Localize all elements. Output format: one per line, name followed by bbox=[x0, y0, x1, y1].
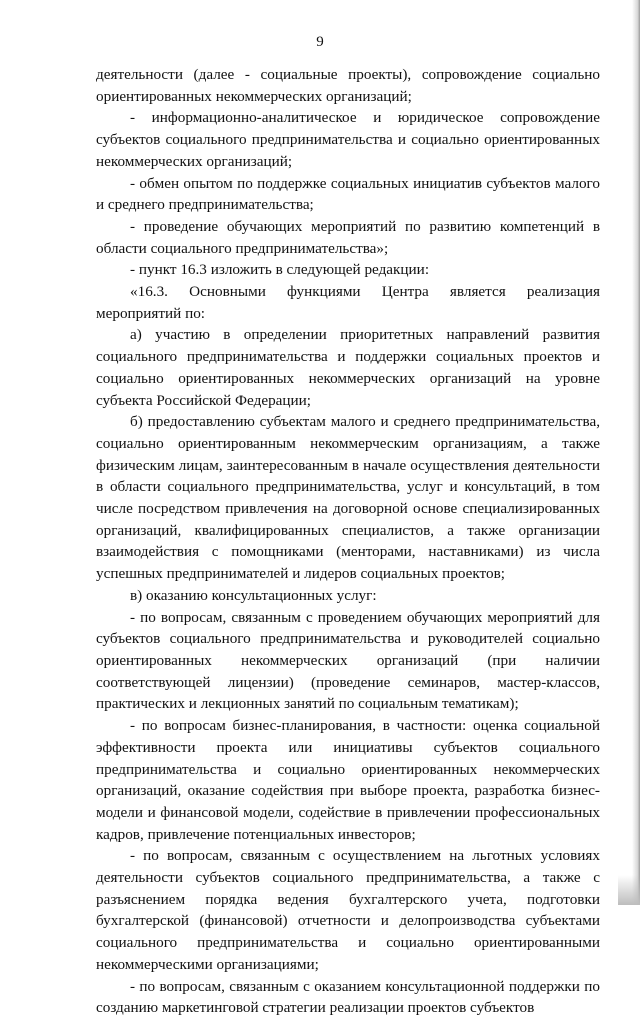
paragraph: - по вопросам, связанным с проведением обучающих мероприятий для субъектов социального предпринимательства и руководителей социально ориентированных некоммерческих организаций (при наличии соответствующей лицензии) (проведение семинаров, мастер-классов, практических и лекционных занятий по социальным тематикам); bbox=[96, 608, 600, 713]
paragraph: - по вопросам, связанным с осуществлением на льготных условиях деятельности субъектов социального предпринимательства, а также с разъяснением порядка ведения бухгалтерского учета, подготовки бухгалтерской (финансовой) отчетности и делопроизводства субъектами социального предпринимательства и социально ориентированными некоммерческими организациями; bbox=[96, 847, 600, 973]
paragraph-continuation: деятельности (далее - социальные проекты), сопровождение социально ориентированных некоммерческих организаций; bbox=[96, 66, 600, 105]
paragraph: а) участию в определении приоритетных направлений развития социального предпринимательства и поддержки социальных проектов и социально ориентированных некоммерческих организаций на уровне субъекта Российской Федерации; bbox=[96, 326, 600, 409]
paragraph: в) оказанию консультационных услуг: bbox=[130, 586, 377, 604]
document-body bbox=[96, 64, 600, 1019]
paragraph: б) предоставлению субъектам малого и среднего предпринимательства, социально ориентированным некоммерческим организациям, а также физическим лицам, заинтересованным в начале осуществления деятельности в области социального предпринимательства, услуг и консультаций, в том числе посредством привлечения на договорной основе специализированных организаций, квалифицированных специалистов, а также организации взаимодействия с помощниками (менторами, наставниками) из числа успешных предпринимателей и лидеров социальных проектов; bbox=[96, 413, 600, 583]
paragraph: - по вопросам, связанным с оказанием консультационной поддержки по созданию маркетинговой стратегии реализации проектов субъектов bbox=[96, 977, 600, 1017]
scan-page-edge-shadow bbox=[632, 0, 640, 905]
paragraph: - проведение обучающих мероприятий по развитию компетенций в области социального предпринимательства»; bbox=[96, 217, 600, 257]
paragraph: - пункт 16.3 изложить в следующей редакции: bbox=[130, 261, 430, 279]
page-number: 9 bbox=[316, 34, 324, 50]
paragraph: - обмен опытом по поддержке социальных инициатив субъектов малого и среднего предпринимательства; bbox=[96, 174, 600, 214]
paragraph: «16.3. Основными функциями Центра является реализация мероприятий по: bbox=[96, 283, 600, 322]
paragraph: - информационно-аналитическое и юридическое сопровождение субъектов социального предпринимательства и социально ориентированных некоммерческих организаций; bbox=[96, 109, 600, 170]
paragraph: - по вопросам бизнес-планирования, в частности: оценка социальной эффективности проекта или инициативы субъектов социального предпринимательства и социально ориентированных некоммерческих организаций, оказание содействия при выборе проекта, разработка бизнес-модели и финансовой модели, содействие в привлечении профессиональных кадров, привлечение потенциальных инвесторов; bbox=[96, 717, 600, 843]
scan-corner-shadow bbox=[618, 875, 640, 905]
